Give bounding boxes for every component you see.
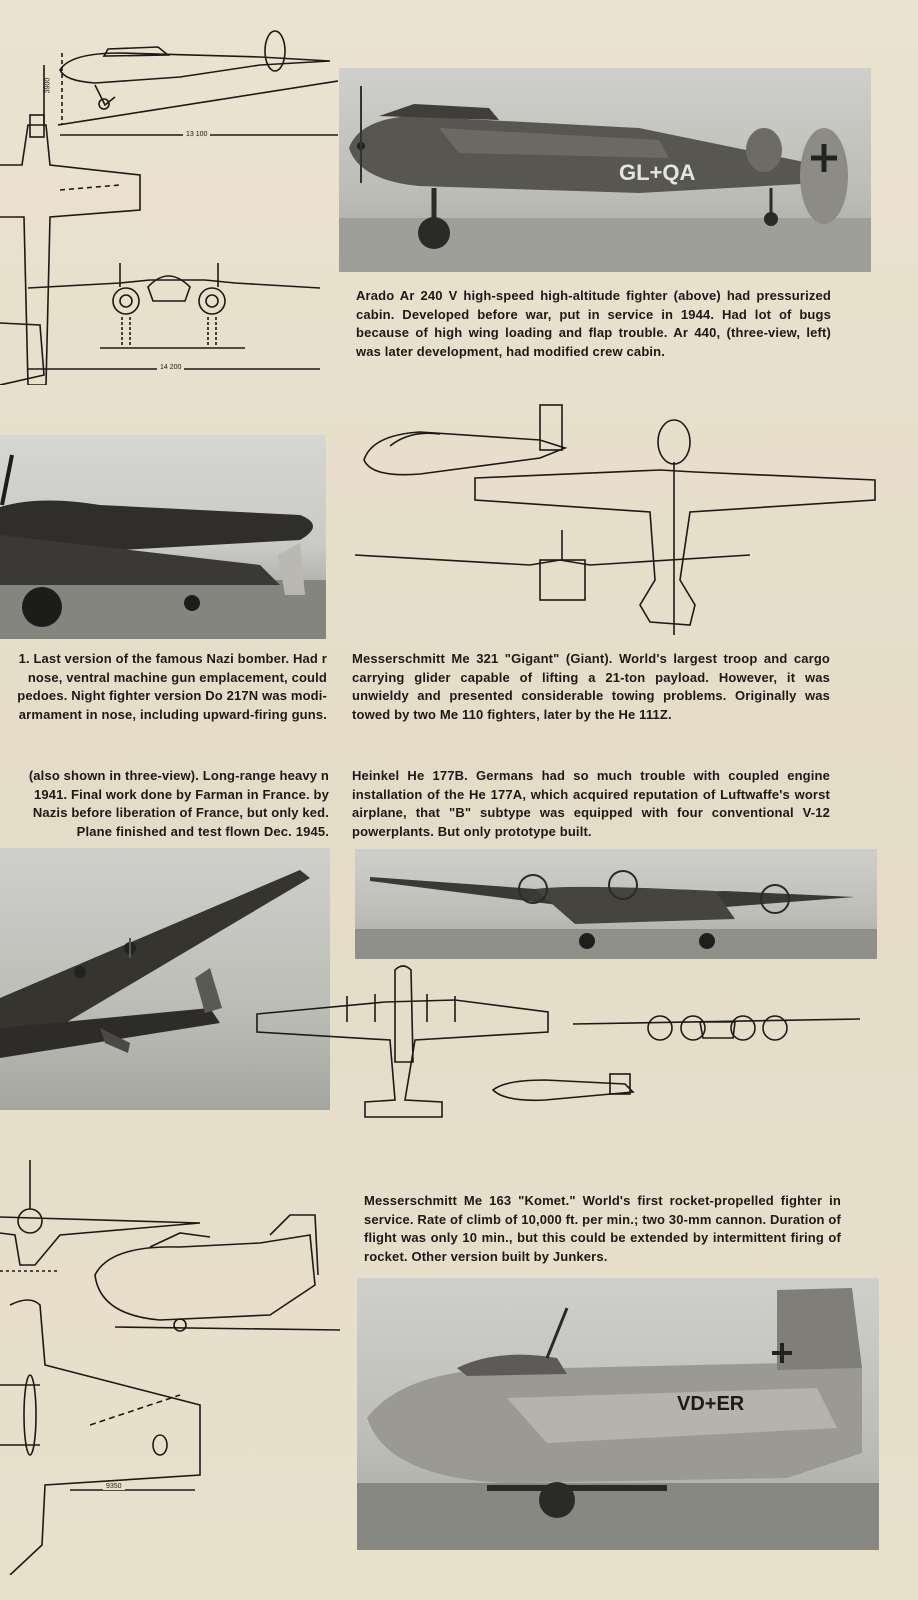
me321-gigant-three-view-drawing bbox=[350, 400, 880, 640]
heinkel-caption: Heinkel He 177B. Germans had so much trouble with coupled engine installation of the He 177A, which acquired reputation of Luftwaffe's worst airplane, that "B" subtype was equipped with four conventional V-12 powerplants. But only prototype built. bbox=[352, 768, 830, 839]
arado-length-dimension: 13 100 bbox=[183, 131, 210, 138]
dornier-do217-photo bbox=[0, 435, 326, 639]
heinkel-he177b-three-view-drawing bbox=[255, 962, 865, 1122]
arado-ar240-photo bbox=[339, 68, 871, 272]
me163-komet-photo bbox=[357, 1278, 879, 1550]
heinkel-he177b-photo bbox=[355, 849, 877, 959]
arado-fuselage-code: GL+QA bbox=[619, 160, 696, 185]
arado-height-dimension: 3900 bbox=[44, 77, 52, 94]
farman-caption: (also shown in three-view). Long-range heavy n 1941. Final work done by Farman in France. by Nazis before liberation of France, but only ked. Plane finished and test flown Dec. 1945. bbox=[28, 768, 329, 839]
arado-caption: Arado Ar 240 V high-speed high-altitude fighter (above) had pressurized cabin. Developed before war, put in service in 1944. Had lot of bugs because of high wing loading and flap trouble. Ar 440, (three-view, left) was later development, had modified crew cabin. bbox=[356, 288, 831, 359]
komet-fuselage-code: VD+ER bbox=[677, 1393, 745, 1415]
komet-span-dimension: 9350 bbox=[103, 1483, 125, 1490]
me163-komet-three-view-drawing bbox=[0, 1155, 345, 1575]
komet-caption: Messerschmitt Me 163 "Komet." World's first rocket-propelled fighter in service. Rate of climb of 10,000 ft. per min.; two 30-mm cannon. Duration of flight was only 10 min., but this could be extended by intermittent firing of rocket. Other version built by Junkers. bbox=[364, 1193, 841, 1264]
gigant-caption: Messerschmitt Me 321 "Gigant" (Giant). World's largest troop and cargo carrying glider capable of lifting a 21-ton payload. However, it was unwieldy and presented considerable towing problems. Originally was towed by two Me 110 fighters, later by the He 111Z. bbox=[352, 651, 830, 722]
arado-span-dimension: 14 200 bbox=[157, 364, 184, 371]
dornier-caption: 1. Last version of the famous Nazi bomber. Had r nose, ventral machine gun emplacement, could pedoes. Night fighter version Do 217N was modi- armament in nose, including upward-firing guns. bbox=[17, 651, 327, 722]
